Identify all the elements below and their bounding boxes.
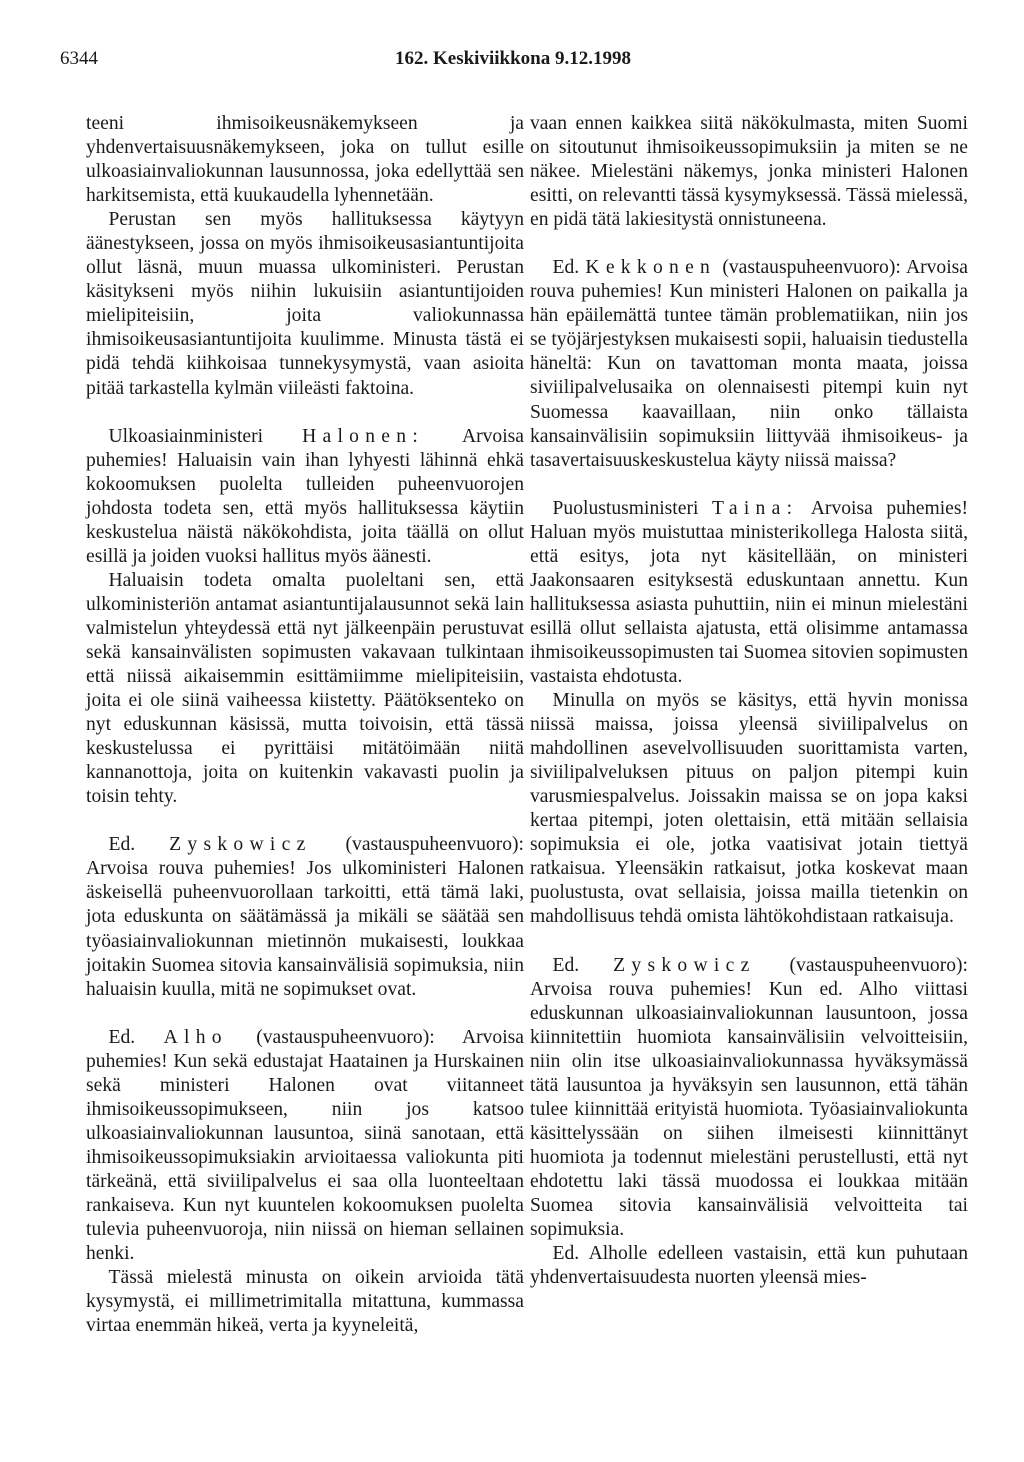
- speech-text: (vastauspuheenvuoro): Arvoisa rouva puhemies! Kun ed. Alho viittasi eduskunnan ulkoasiainvaliokunnan lausuntoon, jossa kiinnitettiin huomiota kansainvälisiin velvoitteisiin, niin olin itse ulkoasiainvaliokunnassa hyväksymässä tätä lausuntoa ja hyväksyin sen lausunnon, että tähän tulee kiinnittää erityistä huomiota. Työasiainvaliokunta käsittelyssään on siihen ilmeisesti kiinnittänyt huomiota ja todennut mielestäni perustellusti, että nyt ehdotettu laki tässä muodossa ei loukkaa mitään Suomea sitovia kansainvälisiä velvoitteita tai sopimuksia.: [530, 954, 968, 1241]
- paragraph: Ed. Alholle edelleen vastaisin, että kun puhutaan yhdenvertaisuudesta nuorten yleensä mies-: [530, 1243, 968, 1289]
- speech-zyskowicz-2: [530, 954, 968, 1243]
- speech-alho: [86, 1026, 524, 1266]
- paragraph: Perustan sen myös hallituksessa käytyyn äänestykseen, jossa on myös ihmisoikeusasiantuntijoita ollut läsnä, muun muassa ulkoministeri. Perustan käsitykseni myös niihin lukuisiin asiantuntijoiden mielipiteisiin, joita valiokunnassa ihmisoikeusasiantuntijoita kuulimme. Minusta tästä ei pidä tehdä kiihkoisaa tunnekysymystä, vaan asioita pitää tarkastella kylmän viileästi faktoina.: [86, 209, 524, 399]
- speech-text: Arvoisa puhemies! Haluan myös muistuttaa ministerikollega Halosta siitä, että esitys, jota nyt käsitellään, on ministeri Jaakonsaaren esityksestä eduskuntaan annettu. Kun hallituksessa asiasta puhuttiin, niin ei minun mielestäni esillä ollut sellaista ajatusta, että olisimme antamassa ihmisoikeussopimusten tai Suomea sitovien sopimusten vastaista ehdotusta.: [530, 497, 968, 687]
- speaker-role: Ed.: [108, 834, 136, 856]
- speech-kekkonen: [530, 256, 968, 472]
- speech-text: (vastauspuheenvuoro): Arvoisa rouva puhemies! Jos ulkoministeri Halonen äskeisellä puheenvuorollaan tarkoitti, että tämä laki, jota eduskunta on säätämässä ja mikäli se säätää sen työasiainvaliokunnan mietinnön mukaisesti, loukkaa joitakin Suomea sitovia kansainvälisiä sopimuksia, niin haluaisin kuulla, mitä ne sopimukset ovat.: [86, 834, 524, 1000]
- paragraph: vaan ennen kaikkea siitä näkökulmasta, miten Suomi on sitoutunut ihmisoikeussopimuksiin ja miten se ne näkee. Mielestäni näkemys, jonka ministeri Halonen esitti, on relevantti tässä kysymyksessä. Tässä mielessä, en pidä tätä lakiesitystä onnistuneena.: [530, 113, 968, 231]
- speaker-name: Zyskowicz: [613, 954, 756, 976]
- speaker-name: Kekkonen: [585, 257, 717, 279]
- speaker-name: Alho: [163, 1026, 228, 1048]
- speaker-role: Ed.: [108, 1026, 136, 1048]
- session-info: 162. Keskiviikkona 9.12.1998: [395, 48, 631, 69]
- speaker-name: Taina:: [711, 497, 799, 519]
- paragraph: teeni ihmisoikeusnäkemykseen ja yhdenvertaisuusnäkemykseen, joka on tullut esille ulkoasiainvaliokunnan lausunnossa, joka edellyttää sen harkitsemista, että kuukaudella lyhennetään.: [86, 113, 524, 207]
- speaker-name: Halonen:: [302, 425, 425, 447]
- paragraph: Tässä mielestä minusta on oikein arvioida tätä kysymystä, ei millimetrimitalla mitattuna, kummassa virtaa enemmän hikeä, verta ja kyyneleitä,: [86, 1267, 524, 1337]
- speech-text: (vastauspuheenvuoro): Arvoisa rouva puhemies! Kun ministeri Halonen on paikalla ja hän epäilemättä tuntee tämän problematiikan, niin jos se työjärjestyksen mukaisesti sopii, haluaisin tiedustella häneltä: Kun on tavattoman monta maata, joissa siviilipalvelusaika on olennaisesti pitempi kuin nyt Suomessa kaavaillaan, niin onko tällaista kansainvälisiin sopimuksiin liittyvää ihmisoikeus- ja tasavertaisuuskeskustelua käyty niissä maissa?: [530, 257, 968, 471]
- speaker-role: Ulkoasiainministeri: [108, 425, 264, 447]
- speech-text: Arvoisa puhemies! Haluaisin vain ihan lyhyesti lähinnä ehkä kokoomuksen puolelta tulleiden puheenvuorojen johdosta todeta sen, että myös hallituksessa käytiin keskustelua näistä näkökohdista, joita täällä on ollut esillä ja joiden vuoksi hallitus myös äänesti.: [86, 425, 524, 567]
- speech-taina: [530, 497, 968, 689]
- speaker-name: Zyskowicz: [169, 834, 312, 856]
- speech-text: (vastauspuheenvuoro): Arvoisa puhemies! Kun sekä edustajat Haatainen ja Hurskainen sekä ministeri Halonen ovat viitanneet ihmisoikeussopimukseen, niin jos katsoo ulkoasiainvaliokunnan lausuntoa, siinä sanotaan, että ihmisoikeussopimuksiakin arvioitaessa valiokunta piti tärkeänä, että siviilipalvelus ei saa olla luonteeltaan rankaiseva. Kun nyt kuuntelen kokoomuksen puolelta tulevia puheenvuoroja, niin niissä on hieman sellainen henki.: [86, 1026, 524, 1265]
- speaker-role: Puolustusministeri: [552, 497, 699, 519]
- speaker-role: Ed.: [552, 954, 580, 976]
- right-column: [530, 112, 968, 1290]
- speech-halonen: [86, 425, 524, 569]
- paragraph: Minulla on myös se käsitys, että hyvin monissa niissä maissa, joissa yleensä siviilipalvelus on mahdollinen asevelvollisuuden suorittamista varten, siviilipalveluksen pituus on paljon pitempi kuin varusmiespalvelus. Joissakin maissa se on jopa kaksi kertaa pitempi, joten olettaisin, että mitään sellaisia sopimuksia ei ole, jotka vaatisivat jotain tiettyä ratkaisua. Yleensäkin ratkaisut, jotka koskevat maan puolustusta, ovat sellaisia, joissa mailla tietenkin on mahdollisuus tehdä omista lähtökohdistaan ratkaisuja.: [530, 690, 968, 928]
- paragraph: Haluaisin todeta omalta puoleltani sen, että ulkoministeriön antamat asiantuntijalausunnot sekä lain valmistelun yhteydessä että nyt jälkeenpäin perustuvat sekä kansainvälisten sopimusten vakavaan tulkintaan että niissä aikaisemmin esittämiimme mielipiteisiin, joita ei ole siinä vaiheessa kiistetty. Päätöksenteko on nyt eduskunnan käsissä, mutta toivoisin, että tässä keskustelussa ei pyrittäisi mitätöimään niitä kannanottoja, joita on kuitenkin vakavasti puolin ja toisin tehty.: [86, 569, 524, 808]
- page-header: [60, 48, 970, 78]
- speech-zyskowicz: [86, 833, 524, 1001]
- speaker-role: Ed.: [552, 257, 580, 279]
- left-column: [86, 112, 524, 1338]
- page-number: 6344: [60, 48, 98, 69]
